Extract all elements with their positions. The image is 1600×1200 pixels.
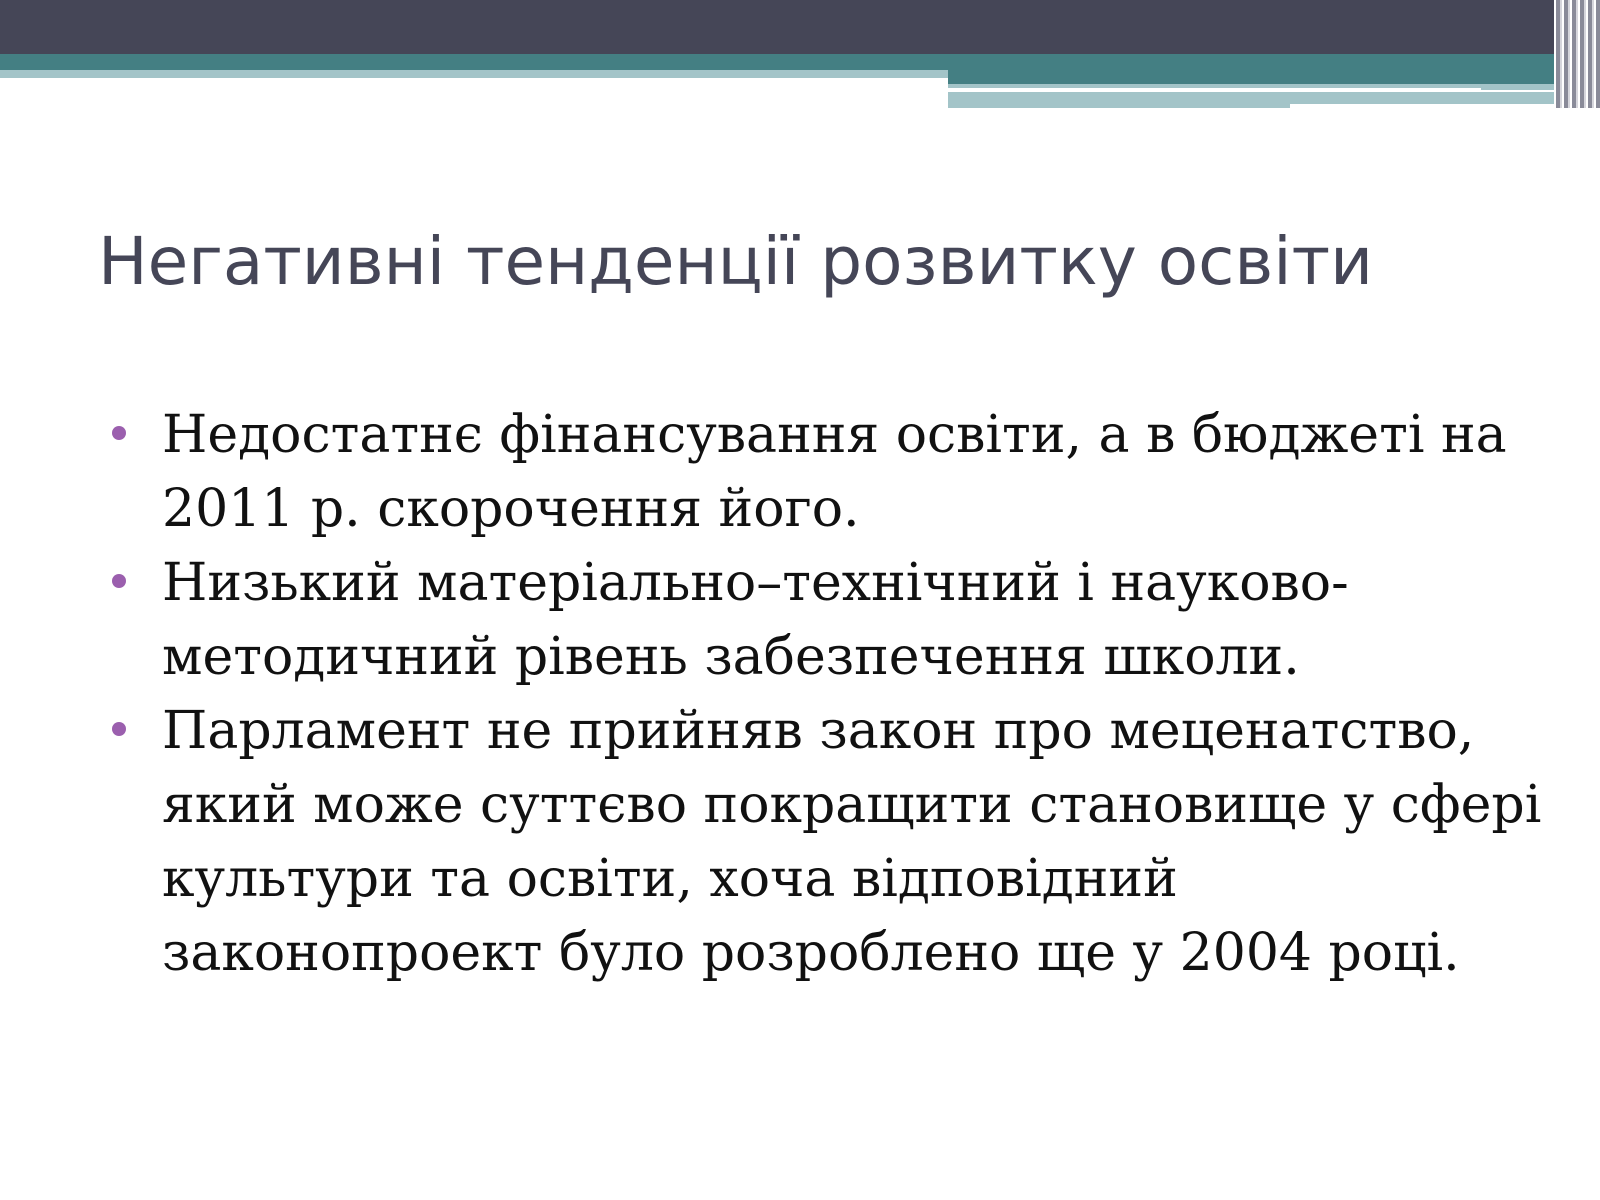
- bullet-text: Низький матеріально–технічний і науково-методичний рівень забезпечення школи.: [162, 553, 1349, 687]
- bullet-list: [112, 398, 1552, 990]
- bullet-text: Парламент не прийняв закон про меценатство, який може суттєво покращити становище у сфері культури та освіти, хоча відповідний законопроект було розроблено ще у 2004 році.: [162, 701, 1542, 983]
- header-band-light-left: [0, 70, 948, 78]
- bullet-item: [112, 398, 1552, 546]
- bullet-item: [112, 694, 1552, 990]
- bullet-item: [112, 546, 1552, 694]
- bullet-dot-icon: [112, 426, 126, 440]
- header-vertical-stripes: [1554, 0, 1600, 108]
- header-band-teal: [0, 54, 1600, 70]
- bullet-dot-icon: [112, 574, 126, 588]
- bullet-text: Недостатнє фінансування освіти, а в бюджеті на 2011 р. скорочення його.: [162, 405, 1507, 539]
- header-divider-line: [948, 88, 1481, 91]
- header-band-dark: [0, 0, 1600, 54]
- bullet-dot-icon: [112, 722, 126, 736]
- header-band-teal-right: [948, 70, 1600, 84]
- slide-title: Негативні тенденції розвитку освіти: [98, 223, 1373, 300]
